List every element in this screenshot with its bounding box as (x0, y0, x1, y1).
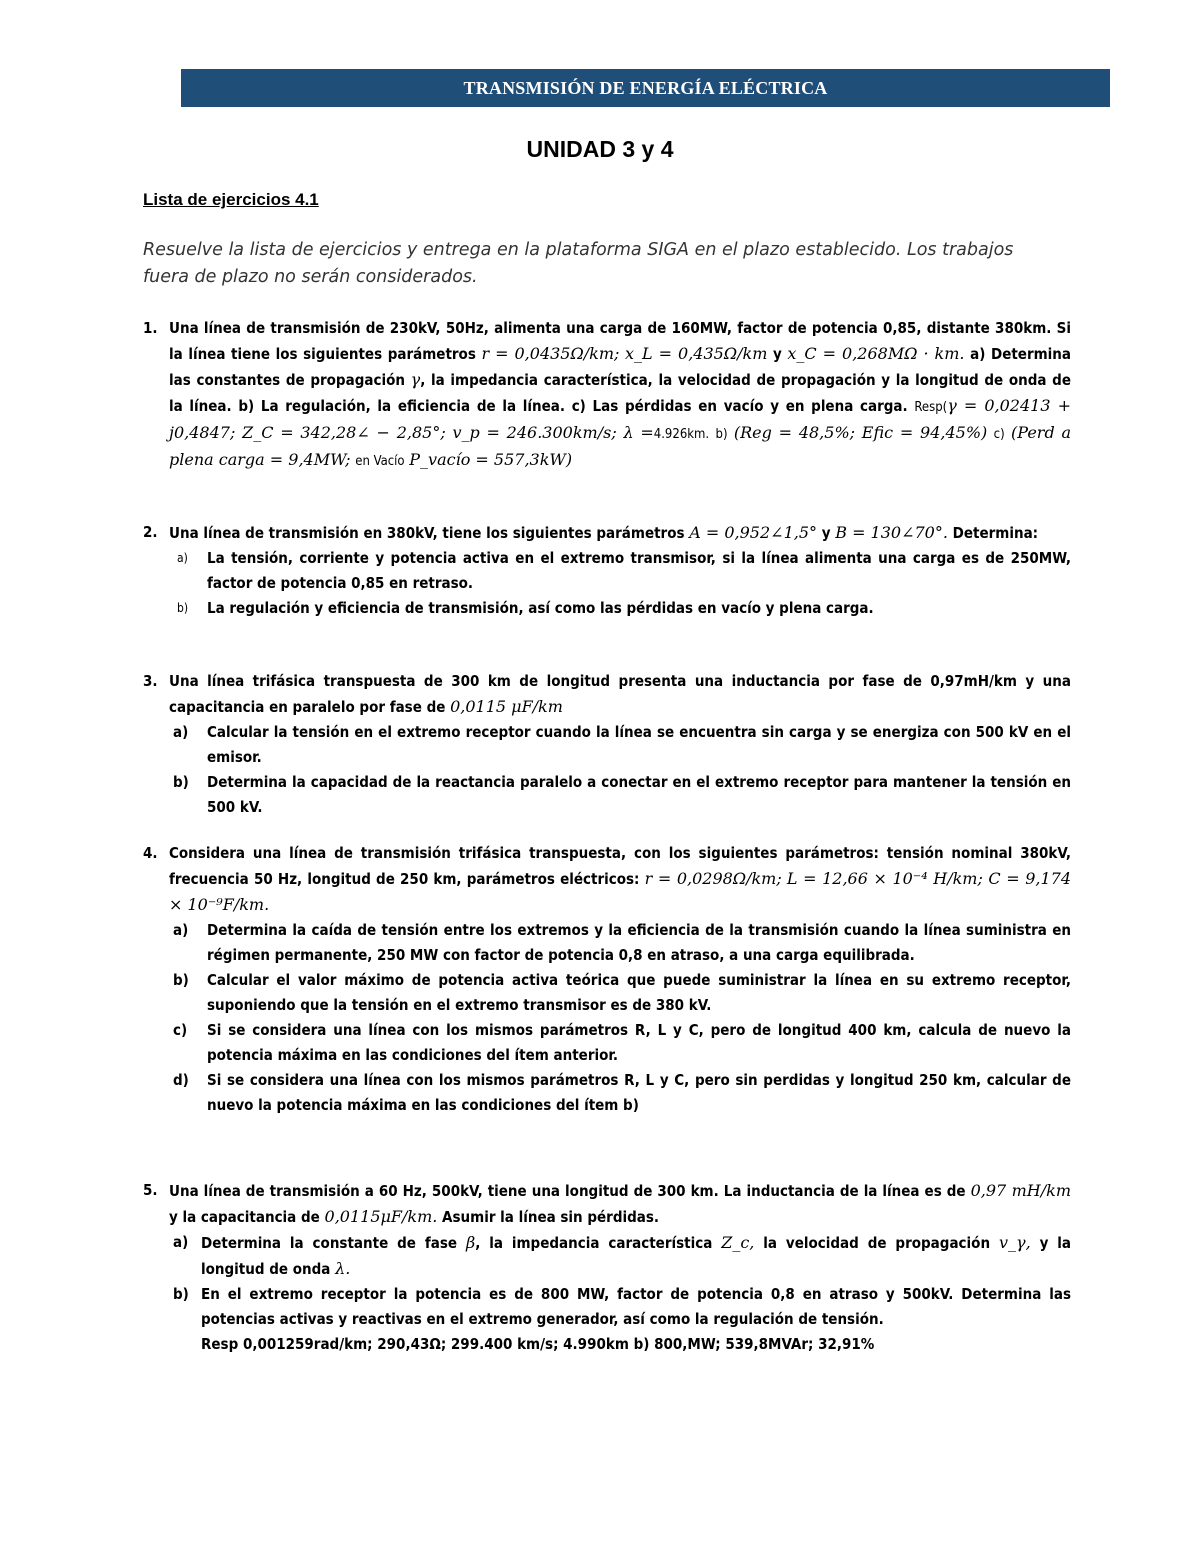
math-a: A = 0,952∠1,5° (689, 523, 818, 542)
exercise-3 (143, 669, 1071, 820)
exercise-1 (143, 316, 1071, 474)
exercise-number: 2. (143, 523, 158, 541)
math-r: r = 0,0298Ω/km; (644, 869, 782, 888)
math-xl: x_L = 0,435Ω/km (625, 344, 768, 363)
math-response-4: P_vacío = 557,3kW) (409, 450, 573, 469)
list-title: Lista de ejercicios 4.1 (143, 190, 319, 209)
response-label: Resp( (914, 400, 948, 415)
list-item: b) En el extremo receptor la potencia es de 800 MW, factor de potencia 0,8 en atraso y 500kV. Determina las potencias activas y reactivas en el extremo generador, así como la regulación de tensión. Resp 0,001259rad/km; 290,43Ω; 299.400 km/s; 4.990km b) 800,MW; 539,8MVAr; 32,91% (169, 1282, 1071, 1357)
math-capacitance: 0,0115 μF/km (450, 697, 563, 716)
list-item: b) Calcular el valor máximo de potencia activa teórica que puede suministrar la línea en su extremo receptor, suponiendo que la tensión en el extremo transmisor es de 380 kV. (173, 971, 1071, 1014)
exercise-1-text: Una línea de transmisión de 230kV, 50Hz, alimenta una carga de 160MW, factor de potencia 0,85, distante 380km. Si la línea tiene los siguientes parámetros r = 0,0435Ω/km; x_L = 0,435Ω/km y x_C = 0,268MΩ · km. a) Determina las constantes de propagación γ, la impedancia característica, la velocidad de propagación y la longitud de onda de la línea. b) La regulación, la eficiencia de la línea. c) Las pérdidas en vacío y en plena carga. Resp(γ = 0,02413 + j0,4847; Z_C = 342,28∠ − 2,85°; v_p = 246.300km/s; λ =4.926km. b) (Reg = 48,5%; Efic = 94,45%) c) (Perd a plena carga = 9,4MW; en Vacío P_vacío = 557,3kW) (169, 319, 1072, 469)
list-item: b) Determina la capacidad de la reactancia paralelo a conectar en el extremo receptor para mantener la tensión en 500 kV. (173, 773, 1071, 816)
list-item: b) La regulación y eficiencia de transmisión, así como las pérdidas en vacío y plena carga. (177, 599, 874, 617)
list-item: a) Calcular la tensión en el extremo receptor cuando la línea se encuentra sin carga y se energiza con 500 kV en el emisor. (173, 723, 1071, 766)
math-r: r = 0,0435Ω/km; (481, 344, 620, 363)
math-zc: Z_c, (721, 1233, 755, 1252)
list-item: a) Determina la constante de fase β, la impedancia característica Z_c, la velocidad de propagación v_γ, y la longitud de onda λ. (173, 1233, 1071, 1278)
math-lc: L = 12,66 × 10⁻⁴ H/km; C = 9,174 × 10⁻⁹F/km. (169, 869, 1071, 914)
unit-title: UNIDAD 3 y 4 (526, 136, 674, 162)
math-beta: β (465, 1233, 476, 1252)
intro-instructions: Resuelve la lista de ejercicios y entrega en la plataforma SIGA en el plazo establecido. Los trabajos fuera de plazo no serán considerados. (143, 240, 1014, 287)
math-v: v_γ, (998, 1233, 1031, 1252)
math-xc: x_C = 0,268MΩ · km. (787, 344, 965, 363)
exercise-number: 1. (143, 319, 158, 337)
exercise-5 (143, 1178, 1071, 1357)
response-text: Resp 0,001259rad/km; 290,43Ω; 299.400 km/s; 4.990km b) 800,MW; 539,8MVAr; 32,91% (201, 1335, 875, 1353)
exercise-4-text: Considera una línea de transmisión trifásica transpuesta, con los siguientes parámetros: tensión nominal 380kV, frecuencia 50 Hz, longitud de 250 km, parámetros eléctricos: r = 0,0298Ω/km; L = 12,66 × 10⁻⁴ H/km; C = 9,174 × 10⁻⁹F/km. (169, 844, 1071, 914)
list-item: c) Si se considera una línea con los mismos parámetros R, L y C, pero de longitud 400 km, calcula de nuevo la potencia máxima en las condiciones del ítem anterior. (173, 1021, 1071, 1064)
list-item: d) Si se considera una línea con los mismos parámetros R, L y C, pero sin perdidas y longitud 250 km, calcular de nuevo la potencia máxima en las condiciones del ítem b) (173, 1071, 1071, 1114)
math-gamma: γ (410, 370, 421, 389)
math-response-3: (Perd a plena carga = 9,4MW; (169, 423, 1071, 469)
math-inductance: 0,97 mH/km (970, 1181, 1072, 1200)
exercise-number: 4. (143, 844, 158, 862)
math-response-2: (Reg = 48,5%; Efic = 94,45%) (733, 423, 988, 442)
math-lambda: λ. (335, 1259, 351, 1278)
exercise-2-text: Una línea de transmisión en 380kV, tiene los siguientes parámetros A = 0,952∠1,5° y B = 130∠70°. Determina: (169, 523, 1039, 542)
exercise-5-text: Una línea de transmisión a 60 Hz, 500kV, tiene una longitud de 300 km. La inductancia de la línea es de 0,97 mH/km y la capacitancia de 0,0115μF/km. Asumir la línea sin pérdidas. (169, 1181, 1072, 1226)
exercise-number: 5. (143, 1181, 158, 1199)
exercise-number: 3. (143, 672, 158, 690)
exercise-2 (143, 520, 1071, 621)
header-banner: TRANSMISIÓN DE ENERGÍA ELÉCTRICA (181, 69, 1110, 107)
exercise-3-text: Una línea trifásica transpuesta de 300 km de longitud presenta una inductancia por fase de 0,97mH/km y una capacitancia en paralelo por fase de 0,0115 μF/km (169, 672, 1071, 716)
exercise-4 (143, 841, 1071, 1118)
list-item: a) La tensión, corriente y potencia activa en el extremo transmisor, si la línea alimenta una carga es de 250MW, factor de potencia 0,85 en retraso. (177, 549, 1071, 592)
math-response-1: γ = 0,02413 + j0,4847; Z_C = 342,28∠ − 2,85°; v_p = 246.300km/s; λ = (169, 396, 1071, 442)
math-capacitance: 0,0115μF/km. (324, 1207, 438, 1226)
list-item: a) Determina la caída de tensión entre los extremos y la eficiencia de la transmisión cuando la línea suministra en régimen permanente, 250 MW con factor de potencia 0,8 en atraso, a una carga equilibrada. (173, 921, 1071, 964)
math-b: B = 130∠70°. (835, 523, 948, 542)
